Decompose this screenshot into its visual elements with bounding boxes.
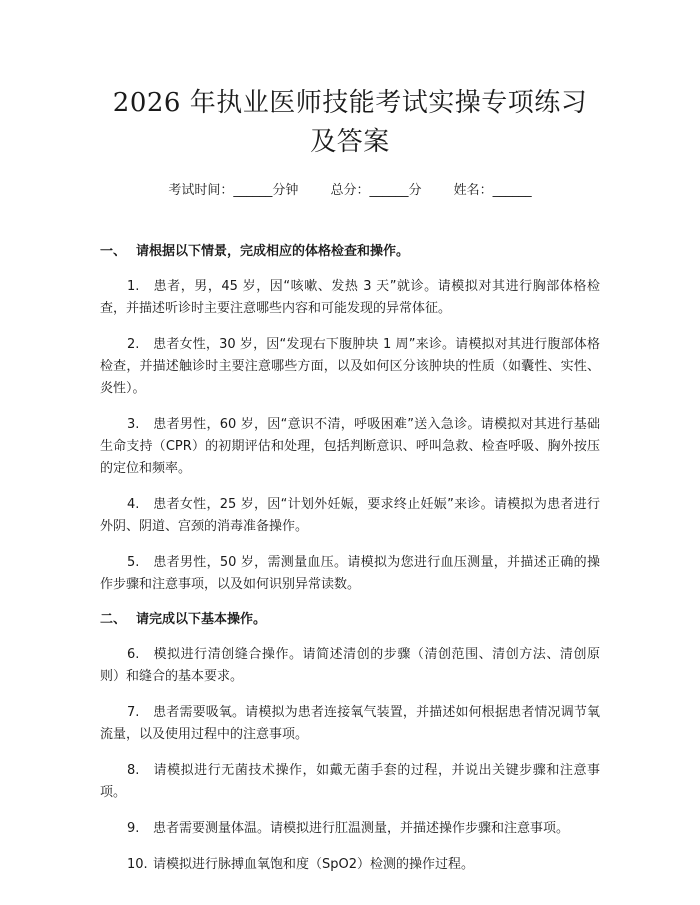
question-text: 患者女性，30 岁，因“发现右下腹肿块 1 周”来诊。请模拟对其进行腹部体格检查，并描述触诊时主要注意哪些方面，以及如何区分该肿块的性质（如囊性、实性、炎性）。 bbox=[100, 337, 600, 396]
name-field: 姓名：______ bbox=[453, 183, 532, 198]
question-item bbox=[100, 414, 600, 480]
section-number: 一、 bbox=[100, 244, 127, 259]
question-item bbox=[100, 644, 600, 688]
question-number: 8. bbox=[127, 763, 140, 778]
page-title: 2026 年执业医师技能考试实操专项练习及答案 bbox=[112, 88, 588, 157]
question-text: 请模拟进行无菌技术操作，如戴无菌手套的过程，并说出关键步骤和注意事项。 bbox=[100, 763, 600, 800]
section-title: 请完成以下基本操作。 bbox=[136, 612, 267, 627]
question-item bbox=[100, 334, 600, 400]
question-item bbox=[100, 702, 600, 746]
question-text: 患者女性，25 岁，因“计划外妊娠，要求终止妊娠”来诊。请模拟为患者进行外阴、阴道、宫颈的消毒准备操作。 bbox=[100, 497, 600, 534]
question-item bbox=[100, 854, 600, 876]
question-number: 9. bbox=[127, 821, 140, 836]
question-item bbox=[100, 494, 600, 538]
question-number: 10. bbox=[127, 857, 148, 872]
question-number: 5. bbox=[127, 555, 140, 570]
total-score-field: 总分：______分 bbox=[330, 183, 422, 198]
section-title: 请根据以下情景，完成相应的体格检查和操作。 bbox=[136, 244, 410, 259]
section-heading bbox=[100, 242, 600, 262]
question-item bbox=[100, 276, 600, 320]
question-item bbox=[100, 552, 600, 596]
exam-time-field: 考试时间：______分钟 bbox=[168, 183, 299, 198]
question-item bbox=[100, 818, 600, 840]
question-number: 6. bbox=[127, 647, 140, 662]
question-text: 模拟进行清创缝合操作。请简述清创的步骤（清创范围、清创方法、清创原则）和缝合的基本要求。 bbox=[100, 647, 600, 684]
question-number: 4. bbox=[127, 497, 140, 512]
question-text: 患者需要吸氧。请模拟为患者连接氧气装置，并描述如何根据患者情况调节氧流量，以及使用过程中的注意事项。 bbox=[100, 705, 600, 742]
question-text: 患者男性，50 岁，需测量血压。请模拟为您进行血压测量，并描述正确的操作步骤和注意事项，以及如何识别异常读数。 bbox=[100, 555, 600, 592]
question-text: 患者需要测量体温。请模拟进行肛温测量，并描述操作步骤和注意事项。 bbox=[153, 821, 570, 836]
question-number: 3. bbox=[127, 417, 140, 432]
question-text: 请模拟进行脉搏血氧饱和度（SpO2）检测的操作过程。 bbox=[153, 857, 475, 872]
section-number: 二、 bbox=[100, 612, 127, 627]
question-text: 患者男性，60 岁，因“意识不清，呼吸困难”送入急诊。请模拟对其进行基础生命支持（CPR）的初期评估和处理，包括判断意识、呼叫急救、检查呼吸、胸外按压的定位和频率。 bbox=[100, 417, 600, 476]
question-number: 2. bbox=[127, 337, 140, 352]
question-item bbox=[100, 760, 600, 804]
section-heading bbox=[100, 610, 600, 630]
question-number: 7. bbox=[127, 705, 140, 720]
exam-info bbox=[100, 182, 600, 200]
question-number: 1. bbox=[127, 279, 140, 294]
question-text: 患者，男，45 岁，因“咳嗽、发热 3 天”就诊。请模拟对其进行胸部体格检查，并描述听诊时主要注意哪些内容和可能发现的异常体征。 bbox=[100, 279, 600, 316]
